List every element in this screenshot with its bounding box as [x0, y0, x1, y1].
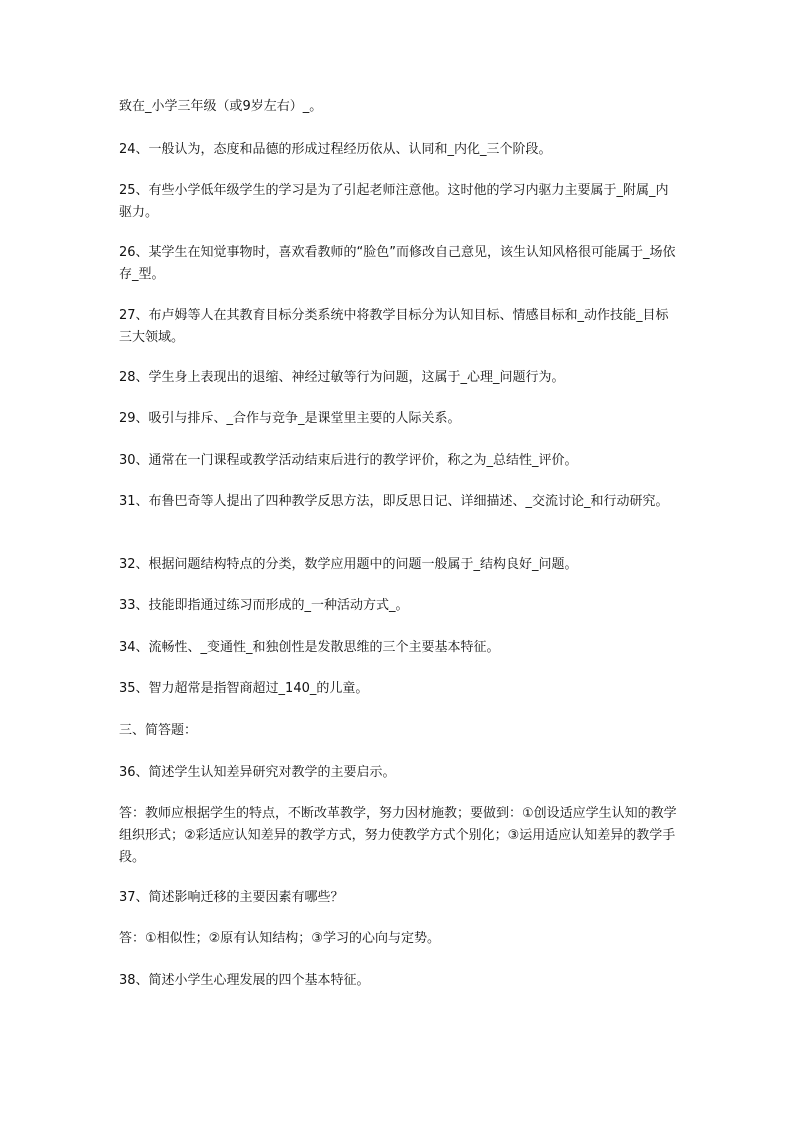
paragraph-34: 34、流畅性、_变通性_和独创性是发散思维的三个主要基本特征。: [119, 640, 500, 655]
paragraph-33: 33、技能即指通过练习而形成的_一种活动方式_。: [119, 598, 409, 613]
question-36: 36、简述学生认知差异研究对教学的主要启示。: [119, 765, 396, 780]
paragraph-24: 24、一般认为，态度和品德的形成过程经历依从、认同和_内化_三个阶段。: [119, 142, 552, 157]
paragraph-23-continuation: 致在_小学三年级（或9岁左右）_。: [119, 99, 323, 114]
paragraph-30: 30、通常在一门课程或教学活动结束后进行的教学评价，称之为_总结性_评价。: [119, 453, 578, 468]
question-37: 37、简述影响迁移的主要因素有哪些？: [119, 890, 344, 905]
question-38: 38、简述小学生心理发展的四个基本特征。: [119, 973, 370, 988]
paragraph-27: 27、布卢姆等人在其教育目标分类系统中将教学目标分为认知目标、情感目标和_动作技能_目标三大领域。: [119, 308, 669, 345]
answer-36: 答：教师应根据学生的特点，不断改革教学，努力因材施教；要做到：①创设适应学生认知的教学组织形式；②彩适应认知差异的教学方式，努力使教学方式个别化；③运用适应认知差异的教学手段。: [119, 806, 677, 865]
paragraph-31: 31、布鲁巴奇等人提出了四种教学反思方法，即反思日记、详细描述、_交流讨论_和行动研究。: [119, 494, 669, 509]
paragraph-29: 29、吸引与排斥、_合作与竞争_是课堂里主要的人际关系。: [119, 411, 461, 426]
answer-37: 答：①相似性；②原有认知结构；③学习的心向与定势。: [119, 931, 440, 946]
paragraph-25: 25、有些小学低年级学生的学习是为了引起老师注意他。这时他的学习内驱力主要属于_附属_内驱力。: [119, 183, 669, 220]
paragraph-32: 32、根据问题结构特点的分类，数学应用题中的问题一般属于_结构良好_问题。: [119, 557, 578, 572]
section-heading-short-answer: 三、简答题：: [119, 723, 198, 738]
paragraph-26: 26、某学生在知觉事物时，喜欢看教师的“脸色”而修改自己意见，该生认知风格很可能属于_场依存_型。: [119, 245, 676, 282]
paragraph-28: 28、学生身上表现出的退缩、神经过敏等行为问题，这属于_心理_问题行为。: [119, 370, 565, 385]
paragraph-35: 35、智力超常是指智商超过_140_的儿童。: [119, 681, 369, 696]
